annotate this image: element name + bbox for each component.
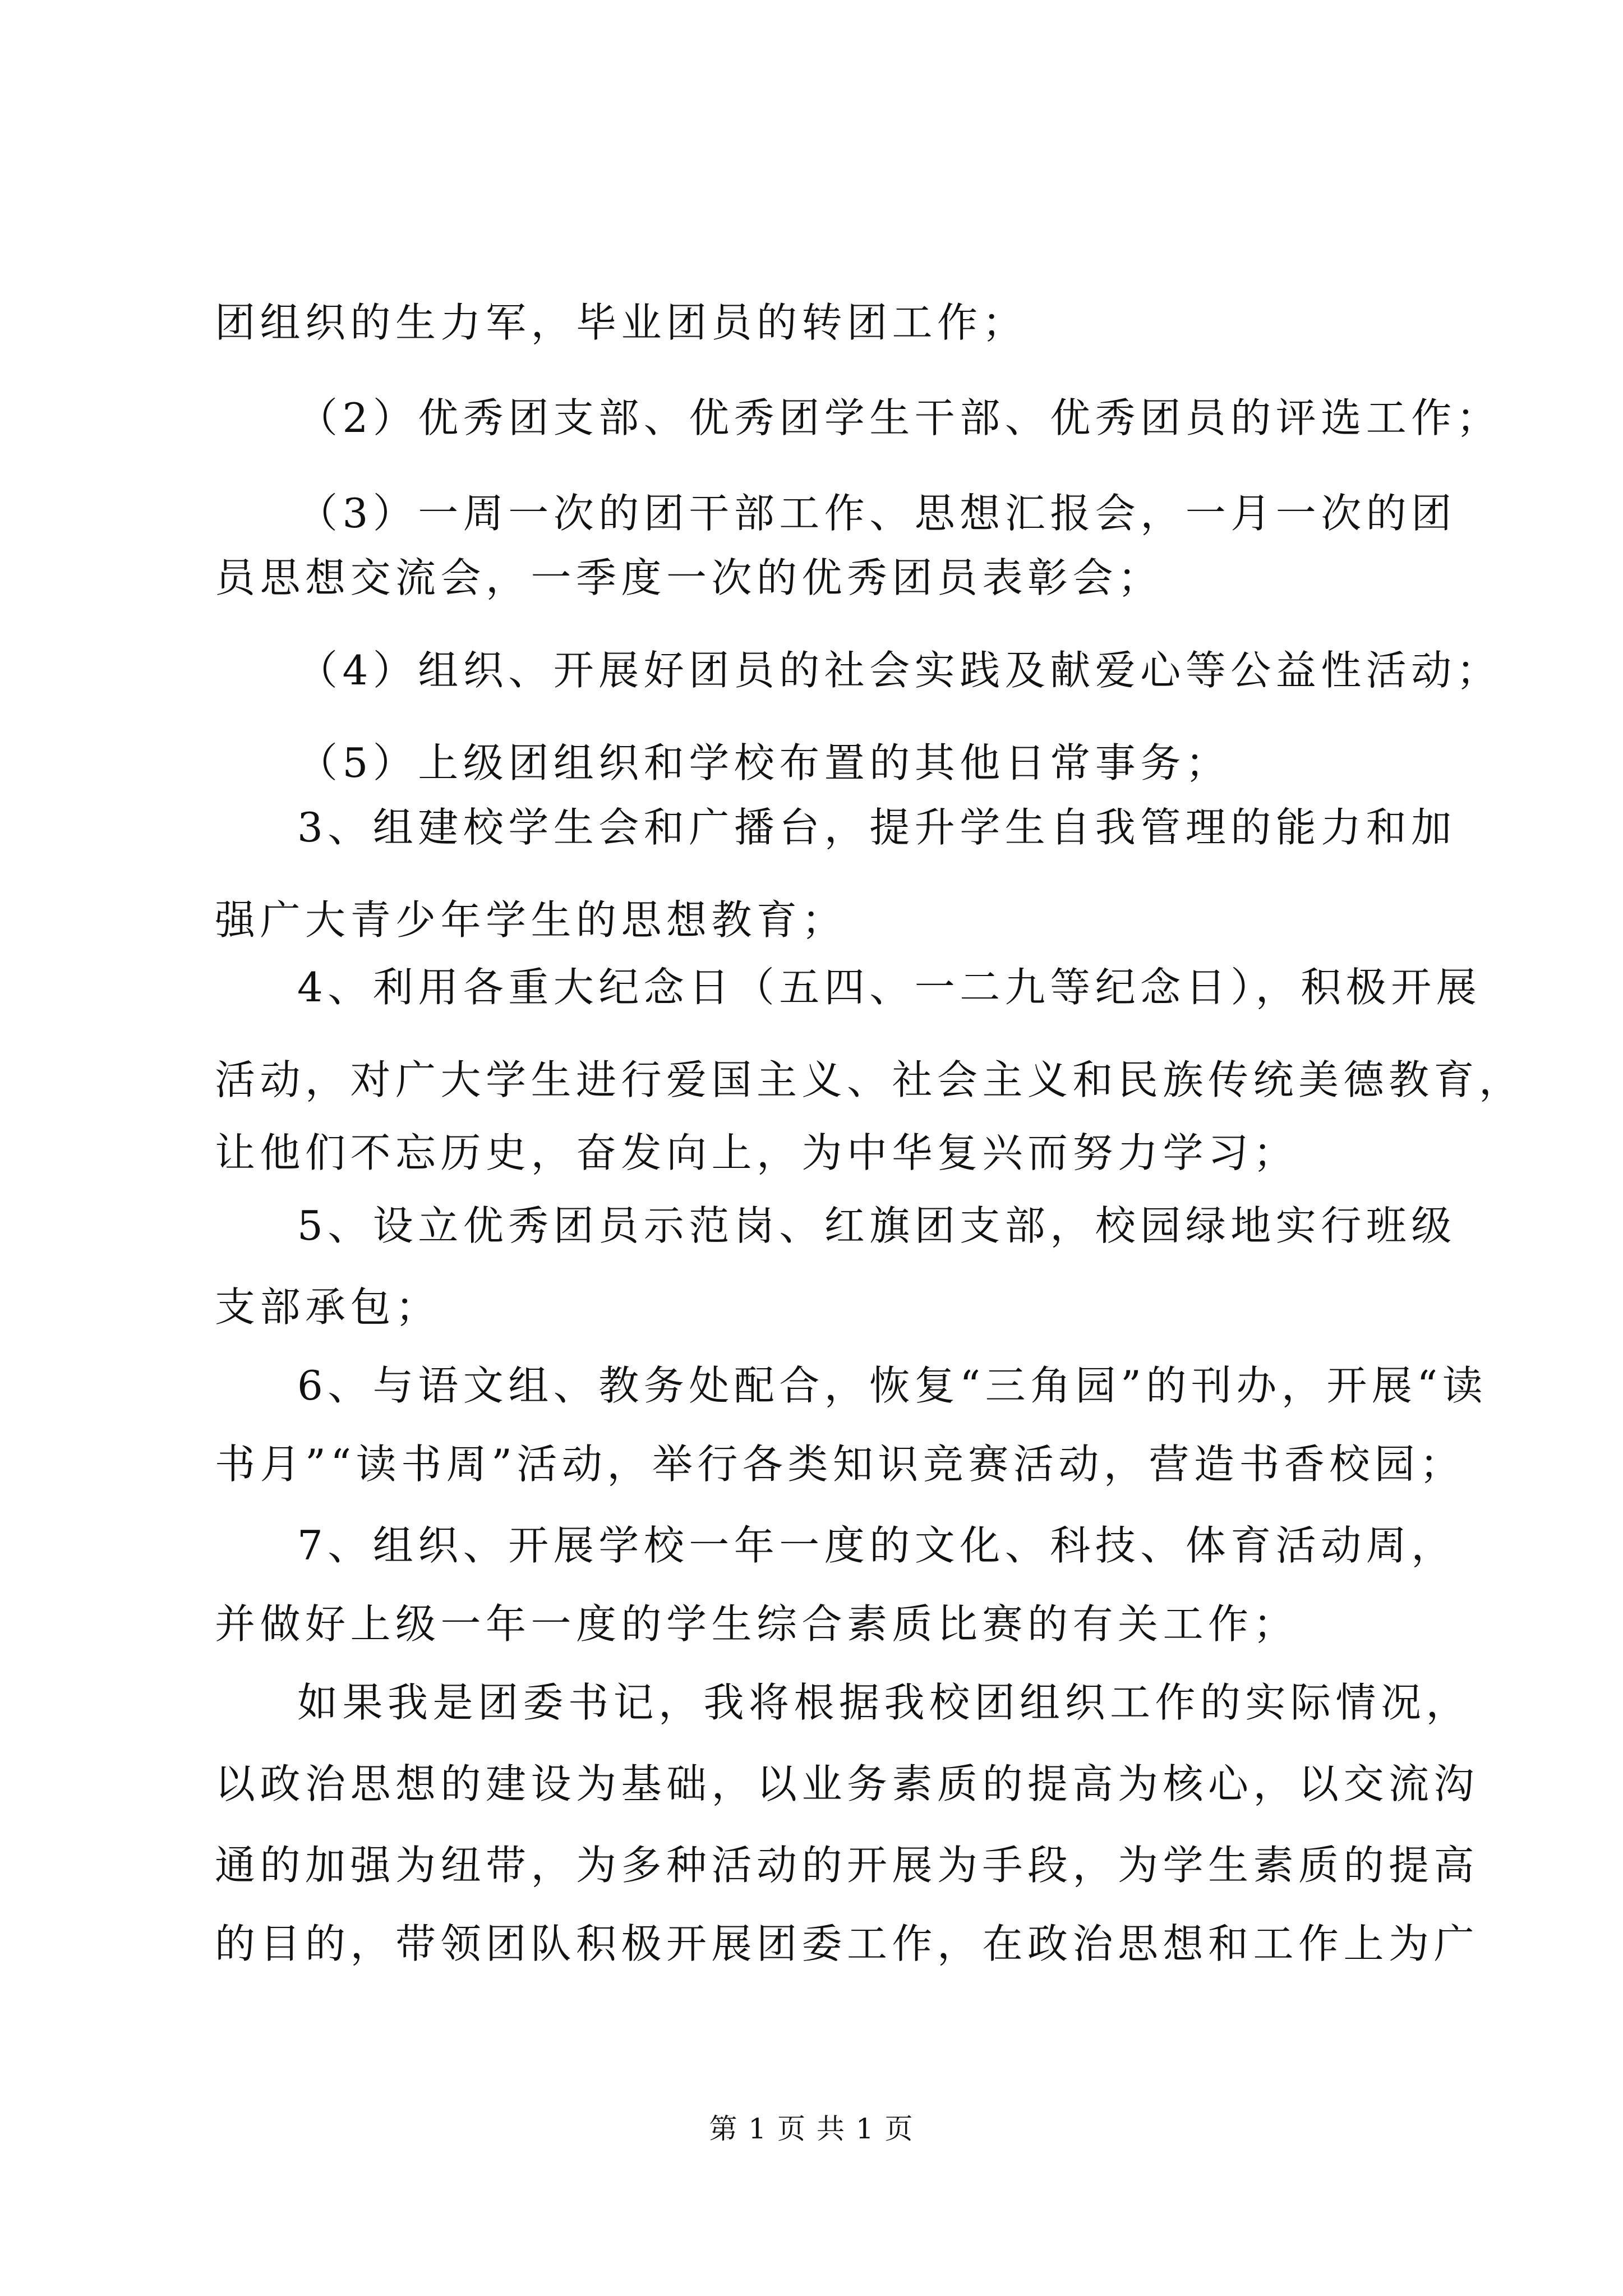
text-line: （4）组织、开展好团员的社会实践及献爱心等公益性活动；: [297, 647, 1502, 694]
text-line: 支部承包；: [215, 1283, 441, 1331]
text-line: 并做好上级一年一度的学生综合素质比赛的有关工作；: [215, 1600, 1299, 1648]
page-number-footer: 第 1 页 共 1 页: [709, 2113, 914, 2145]
text-line: （5）上级团组织和学校布置的其他日常事务；: [297, 739, 1231, 786]
text-line: 强广大青少年学生的思想教育；: [215, 896, 847, 944]
text-line: （2）优秀团支部、优秀团学生干部、优秀团员的评选工作；: [297, 394, 1502, 441]
text-line: 4、利用各重大纪念日（五四、一二九等纪念日），积极开展: [297, 964, 1482, 1011]
text-line: 的目的，带领团队积极开展团委工作，在政治思想和工作上为广: [215, 1920, 1479, 1967]
text-line: 7、组织、开展学校一年一度的文化、科技、体育活动周，: [297, 1522, 1456, 1569]
text-line: 以政治思想的建设为基础，以业务素质的提高为核心，以交流沟: [215, 1760, 1479, 1807]
text-line: 6、与语文组、教务处配合，恢复“三角园”的刊办，开展“读: [297, 1362, 1488, 1409]
text-line: 员思想交流会，一季度一次的优秀团员表彰会；: [215, 554, 1163, 601]
text-line: 5、设立优秀团员示范岗、红旗团支部，校园绿地实行班级: [297, 1202, 1456, 1249]
text-line: 通的加强为纽带，为多种活动的开展为手段，为学生素质的提高: [215, 1842, 1479, 1889]
text-line: 如果我是团委书记，我将根据我校团组织工作的实际情况，: [297, 1679, 1472, 1726]
text-line: 团组织的生力军，毕业团员的转团工作；: [215, 299, 1028, 346]
text-line: （3）一周一次的团干部工作、思想汇报会，一月一次的团: [297, 490, 1456, 537]
text-line: 活动，对广大学生进行爱国主义、社会主义和民族传统美德教育，: [215, 1056, 1524, 1103]
text-line: 让他们不忘历史，奋发向上，为中华复兴而努力学习；: [215, 1129, 1299, 1176]
text-line: 书月”“读书周”活动，举行各类知识竞赛活动，营造书香校园；: [215, 1441, 1465, 1488]
text-line: 3、组建校学生会和广播台，提升学生自我管理的能力和加: [297, 804, 1456, 851]
